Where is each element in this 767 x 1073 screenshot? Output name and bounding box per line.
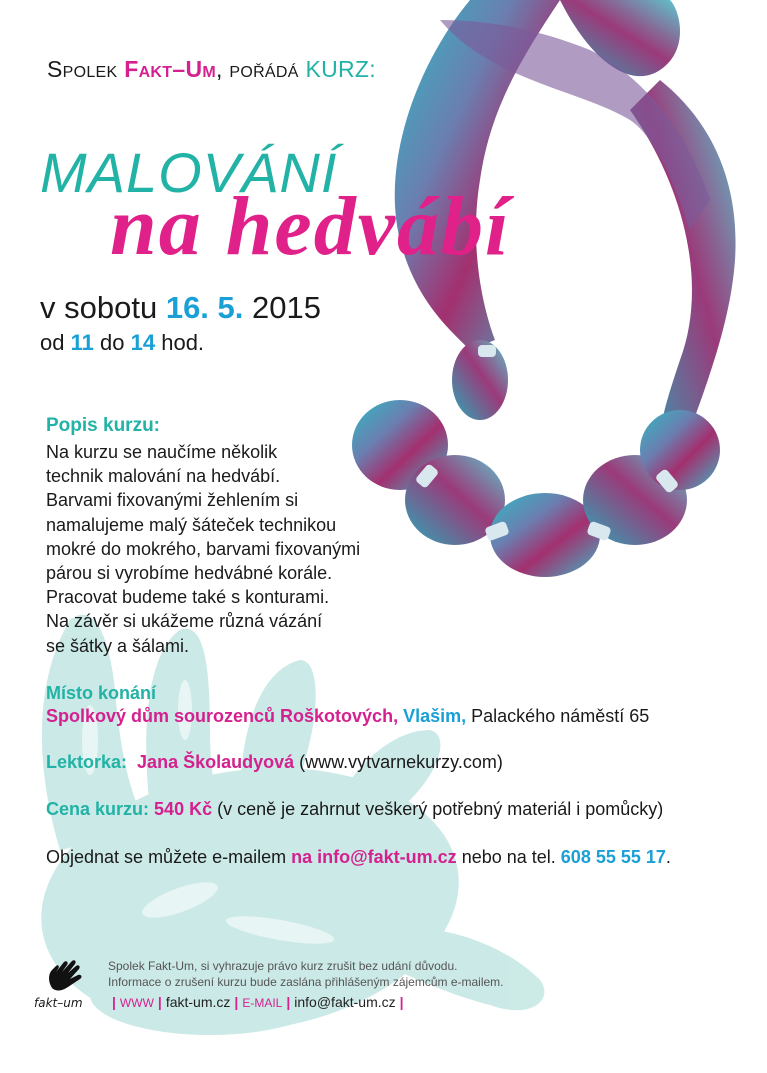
www-link[interactable]: fakt-um.cz — [165, 994, 231, 1010]
description-line: Na závěr si ukážeme různá vázání — [46, 611, 323, 632]
description-line: Na kurzu se naučíme několik — [46, 442, 278, 462]
description-line: namalujeme malý šáteček technikou — [46, 514, 337, 535]
footer-note-line1: Spolek Fakt-Um, si vyhrazuje právo kurz zrušit bez udání důvodu. — [108, 959, 458, 973]
lecturer-name: Jana Školaudyová — [137, 752, 295, 772]
fakt-um-logo — [34, 958, 94, 1016]
order-email[interactable]: na info@fakt-um.cz — [291, 847, 457, 867]
lecturer-web[interactable]: (www.vytvarnekurzy.com) — [299, 752, 503, 772]
scarf-necklace-image — [330, 0, 767, 600]
price-value: 540 Kč — [154, 799, 213, 819]
event-time — [40, 330, 204, 356]
description-line: Pracovat budeme také s konturami. — [46, 587, 330, 608]
time-to-label: do — [100, 330, 125, 355]
separator: | — [157, 994, 162, 1010]
venue-city: Vlašim, — [403, 706, 467, 726]
header-org: Fakt–Um — [124, 56, 216, 82]
title-line1: MALOVÁNÍ — [40, 141, 338, 204]
venue-name: Spolkový dům sourozenců Roškotových, — [46, 706, 399, 726]
description-line: párou si vyrobíme hedvábné korále. — [46, 563, 333, 584]
order-text1: Objednat se můžete e-mailem — [46, 847, 287, 867]
order-text2: nebo na tel. — [461, 847, 556, 867]
lecturer-line — [46, 752, 503, 773]
date-day: 16. 5. — [165, 290, 244, 325]
venue-line — [46, 706, 649, 727]
footer-note — [108, 958, 504, 990]
organizer-line — [47, 56, 376, 83]
header-kurz: KURZ: — [305, 56, 376, 82]
description-text — [46, 440, 360, 658]
www-label: WWW — [119, 996, 154, 1010]
venue-address: Palackého náměstí 65 — [471, 706, 650, 726]
time-to: 14 — [130, 330, 156, 355]
title-line2: na hedvábí — [110, 180, 511, 273]
price-note: (v ceně je zahrnut veškerý potřebný materiál i pomůcky) — [217, 799, 664, 819]
separator: | — [286, 994, 291, 1010]
footer-links — [108, 994, 408, 1010]
description-line: se šátky a šálami. — [46, 635, 190, 656]
header-prefix: Spolek — [47, 56, 118, 82]
description-heading: Popis kurzu: — [46, 415, 161, 436]
separator: | — [399, 994, 404, 1010]
time-unit: hod. — [161, 330, 205, 355]
time-from-label: od — [40, 330, 65, 355]
price-line — [46, 799, 663, 820]
separator: | — [234, 994, 239, 1010]
email-label: E-MAIL — [242, 996, 283, 1010]
time-from: 11 — [70, 330, 94, 355]
description-line: mokré do mokrého, barvami fixovanými — [46, 538, 361, 559]
order-end: . — [665, 847, 671, 867]
separator: | — [112, 994, 116, 1010]
header-middle: , pořádá — [215, 56, 299, 82]
order-phone[interactable]: 608 55 55 17 — [560, 847, 666, 867]
email-link[interactable]: info@fakt-um.cz — [294, 994, 396, 1010]
date-year: 2015 — [252, 290, 321, 325]
description-line: technik malování na hedvábí. — [46, 466, 281, 487]
fakt-um-hand-logo-icon — [46, 958, 86, 994]
footer-note-line2: Informace o zrušení kurzu bude zaslána přihlášeným zájemcům e-mailem. — [108, 975, 504, 989]
date-prefix: v sobotu — [40, 290, 158, 325]
venue-heading: Místo konání — [46, 683, 157, 703]
event-date — [40, 290, 321, 326]
logo-text: fakt–um — [34, 996, 83, 1010]
description-line: Barvami fixovanými žehlením si — [46, 490, 299, 511]
price-label: Cena kurzu: — [46, 799, 150, 819]
order-line — [46, 847, 671, 868]
lecturer-label: Lektorka: — [46, 752, 128, 772]
